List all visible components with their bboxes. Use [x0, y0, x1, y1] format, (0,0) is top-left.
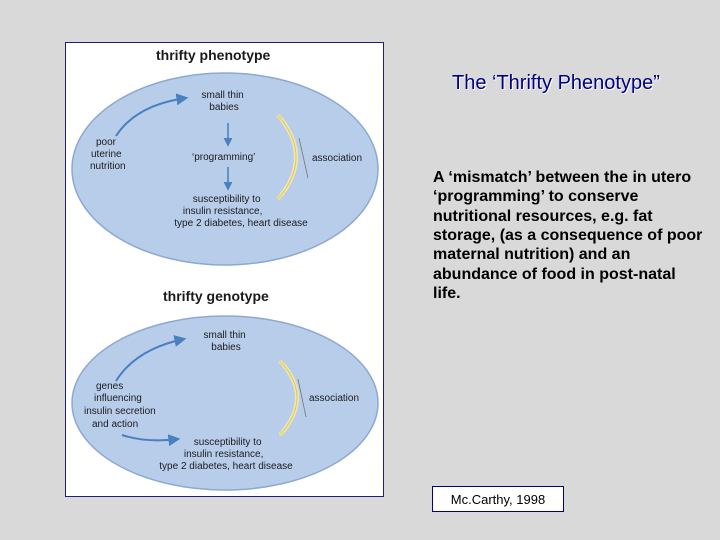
phenotype-association-label: association	[312, 153, 363, 164]
genotype-association-label: association	[309, 393, 360, 404]
description-text: A ‘mismatch’ between the in utero ‘programming’ to conserve nutritional resources, e.g. fat storage, (as a consequence of poor maternal nutrition) and an abundance of food in post-natal life.	[433, 169, 703, 303]
genotype-outcome-label: susceptibility to insulin resistance, type 2 diabetes, heart disease	[159, 437, 293, 472]
programming-label: ‘programming’	[192, 152, 256, 163]
phenotype-heading: thrifty phenotype	[156, 47, 271, 63]
citation-box: Mc.Carthy, 1998	[432, 486, 564, 512]
phenotype-outcome-label: susceptibility to insulin resistance, type 2 diabetes, heart disease	[174, 194, 308, 229]
genotype-heading: thrifty genotype	[163, 288, 269, 304]
genotype-cause-label: genes influencing insulin secretion and action	[84, 381, 156, 430]
phenotype-cause-label: poor uterine nutrition	[90, 137, 126, 172]
thrifty-diagram	[66, 43, 385, 498]
figure-panel	[65, 42, 384, 497]
slide-title: The ‘Thrifty Phenotype”	[452, 72, 660, 94]
genotype-babies-label: small thin babies	[203, 330, 246, 353]
phenotype-babies-label: small thin babies	[201, 90, 244, 113]
